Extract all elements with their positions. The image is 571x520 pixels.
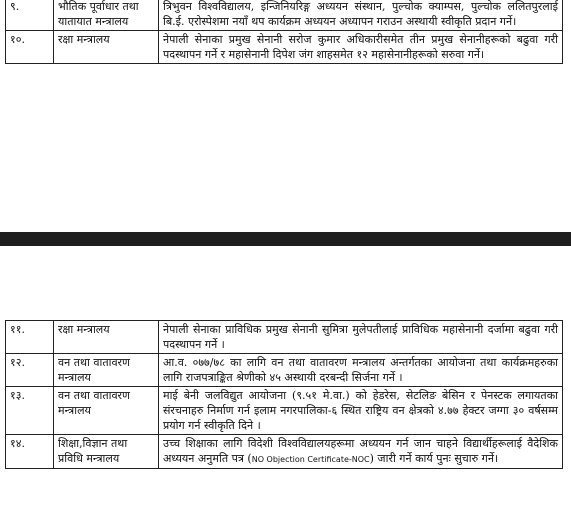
decision-text: ) जारी गर्ने कार्य पुनः सुचारु गर्ने। — [369, 452, 499, 465]
decision-table-top — [5, 0, 563, 64]
decision-cell — [159, 435, 563, 469]
decision-cell: माई बेनी जलविद्युत आयोजना (९.५१ मे.वा.) को हेडरेस, सेटलिङ बेसिन र पेनस्टक लगायतका संरचनाहरु निर्माण गर्न इलाम नगरपालिका-६ स्थित राष्ट्रिय वन क्षेत्रको ४.७७ हेक्टर जग्गा ३० वर्षसम्म प्रयोग गर्न स्वीकृति दिने । — [159, 387, 563, 435]
row-number: ११. — [6, 321, 54, 354]
english-term: NO Objection Certificate-NOC — [251, 455, 370, 464]
decision-cell: नेपाली सेनाका प्रमुख सेनानी सरोज कुमार अधिकारीसमेत तीन प्रमुख सेनानीहरूको बढुवा गरी पदस्थापन गर्ने र महासेनानी दिपेश जंग शाहसमेत १२ महासेनानीहरूको सरुवा गर्ने। — [159, 31, 563, 64]
ministry-cell: शिक्षा,विज्ञान तथा प्रविधि मन्त्रालय — [54, 435, 159, 469]
table-row — [6, 0, 563, 31]
decision-cell: त्रिभुवन विश्वविद्यालय, इन्जिनियरिङ्ग अध्ययन संस्थान, पुल्चोक क्याम्पस, पुल्चोक ललितपुरलाई बि.ई. एरोस्पेशमा नयाँ थप कार्यक्रम अध्ययन अध्यापन गराउन अस्थायी स्वीकृति प्रदान गर्ने। — [159, 0, 563, 31]
row-number: १३. — [6, 387, 54, 435]
ministry-cell: भौतिक पूर्वाधार तथा यातायात मन्त्रालय — [54, 0, 159, 31]
decision-table-bottom — [5, 320, 563, 469]
decision-cell: आ.व. ०७७/७८ का लागि वन तथा वातावरण मन्त्रालय अन्तर्गतका आयोजना तथा कार्यक्रमहरुका लागि राजपत्राङ्कित श्रेणीको ४५ अस्थायी दरबन्दी सिर्जना गर्ने । — [159, 354, 563, 387]
table-row — [6, 435, 563, 469]
ministry-cell: वन तथा वातावरण मन्त्रालय — [54, 387, 159, 435]
row-number: १२. — [6, 354, 54, 387]
table-row — [6, 31, 563, 64]
ministry-cell: रक्षा मन्त्रालय — [54, 321, 159, 354]
row-number: १४. — [6, 435, 54, 469]
row-number: ९. — [6, 0, 54, 31]
row-number: १०. — [6, 31, 54, 64]
page-divider — [0, 232, 571, 246]
document-page-top — [0, 0, 571, 232]
document-page-bottom — [0, 246, 571, 520]
table-row — [6, 387, 563, 435]
ministry-cell: रक्षा मन्त्रालय — [54, 31, 159, 64]
table-row — [6, 321, 563, 354]
decision-cell: नेपाली सेनाका प्राविधिक प्रमुख सेनानी सुमित्रा मुलेपतीलाई प्राविधिक महासेनानी दर्जामा बढुवा गरी पदस्थापन गर्ने । — [159, 321, 563, 354]
decision-text: उच्च शिक्षाका लागि विदेशी विश्वविद्यालयहरूमा अध्ययन गर्न जान चाहने विद्यार्थीहरूलाई वैदेशिक अध्ययन अनुमति पत्र ( — [163, 437, 558, 465]
table-row — [6, 354, 563, 387]
ministry-cell: वन तथा वातावरण मन्त्रालय — [54, 354, 159, 387]
